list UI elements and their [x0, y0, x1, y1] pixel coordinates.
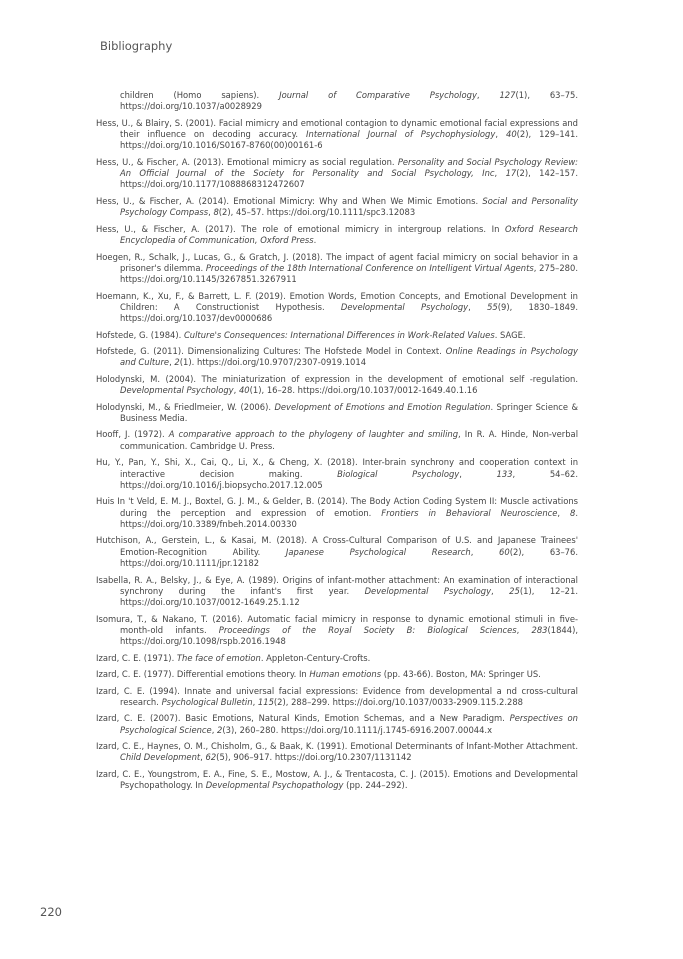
- reference-text: Izard, C. E. (1977). Differential emotions theory. In: [96, 669, 310, 680]
- reference-italic-text: Personality and Social Psychology Review: An Official Journal of the Society for Personality and Social Psychology, Inc: [120, 156, 578, 179]
- reference-text: (2), 129–141. https://doi.org/10.1016/S0167-8760(00)00161-6: [120, 129, 578, 151]
- reference-text: ,: [494, 168, 506, 179]
- reference-text: Hess, U., & Blairy, S. (2001). Facial mimicry and emotional contagion to dynamic emotional facial expressions and their influence on decoding accuracy.: [96, 117, 578, 140]
- reference-text: (5), 906–917. https://doi.org/10.2307/1131142: [216, 752, 412, 763]
- reference-text: Huis In 't Veld, E. M. J., Boxtel, G. J. M., & Gelder, B. (2014). The Body Action Coding System II: Muscle activations during the perception and expression of emotion.: [96, 496, 578, 518]
- reference-entry: [96, 224, 578, 247]
- reference-italic-text: Biological Psychology: [337, 468, 460, 479]
- reference-entry: [96, 535, 578, 569]
- reference-italic-text: 60: [499, 546, 510, 557]
- reference-text: (1), 16–28. https://doi.org/10.1037/0012-1649.40.1.16: [249, 385, 478, 396]
- reference-entry: [96, 196, 578, 219]
- reference-text: (1844), https://doi.org/10.1098/rspb.2016.1948: [120, 624, 578, 647]
- reference-entry: [96, 653, 578, 664]
- reference-entry: [96, 374, 578, 397]
- reference-italic-text: 133: [496, 468, 513, 479]
- running-head: Bibliography: [100, 39, 173, 53]
- reference-text: Izard, C. E. (1971).: [96, 652, 177, 663]
- reference-italic-text: 283: [531, 624, 548, 635]
- reference-entry: [96, 669, 578, 680]
- reference-text: ,: [495, 129, 506, 140]
- reference-text: .: [313, 235, 317, 246]
- reference-italic-text: Developmental Psychology: [120, 385, 234, 396]
- reference-list: [96, 90, 578, 797]
- reference-entry: [96, 429, 578, 452]
- reference-text: (pp. 43-66). Boston, MA: Springer US.: [381, 669, 541, 680]
- reference-text: (2), 288–299. https://doi.org/10.1037/0033-2909.115.2.288: [273, 696, 523, 707]
- reference-italic-text: 62: [205, 752, 217, 763]
- reference-text: (9), 1830–1849. https://doi.org/10.1037/dev0000686: [120, 301, 578, 324]
- reference-text: , 54–62. https://doi.org/10.1016/j.biopsycho.2017.12.005: [120, 468, 578, 490]
- reference-text: Hutchison, A., Gerstein, L., & Kasai, M. (2018). A Cross-Cultural Comparison of U.S. and Japanese Trainees' Emotion-Recognition Ability.: [96, 535, 578, 557]
- reference-entry: [96, 157, 578, 191]
- reference-entry: [96, 713, 578, 736]
- reference-entry: [96, 769, 578, 792]
- reference-text: ,: [459, 468, 497, 479]
- reference-italic-text: 25: [509, 585, 520, 596]
- reference-text: Hooff, J. (1972).: [96, 429, 169, 440]
- reference-italic-text: Development of Emotions and Emotion Regulation: [274, 401, 491, 412]
- reference-text: Isabella, R. A., Belsky, J., & Eye, A. (1989). Origins of infant-mother attachment: An examination of interactional synchrony during the infant's first year.: [96, 574, 578, 596]
- reference-text: ,: [468, 301, 488, 312]
- reference-italic-text: The face of emotion: [176, 652, 261, 663]
- reference-italic-text: International Journal of Psychophysiology: [306, 129, 496, 140]
- reference-italic-text: 127: [499, 90, 516, 100]
- reference-italic-text: Psychological Bulletin: [161, 696, 253, 707]
- reference-text: Hofstede, G. (1984).: [96, 329, 184, 340]
- reference-italic-text: Social and Personality Psychology Compass: [120, 195, 578, 218]
- reference-text: (1). https://doi.org/10.9707/2307-0919.1014: [179, 357, 367, 368]
- reference-text: Hofstede, G. (2011). Dimensionalizing Cultures: The Hofstede Model in Context.: [96, 346, 446, 357]
- reference-italic-text: A comparative approach to the phylogeny of laughter and smiling: [168, 429, 459, 440]
- reference-italic-text: Online Readings in Psychology and Culture: [120, 346, 579, 368]
- reference-text: ,: [252, 696, 258, 707]
- reference-text: ,: [476, 90, 500, 100]
- reference-italic-text: Culture's Consequences: International Differences in Work-Related Values: [183, 329, 495, 340]
- reference-text: . Springer Science & Business Media.: [120, 401, 578, 423]
- reference-text: Izard, C. E. (1994). Innate and universal facial expressions: Evidence from developmental a nd cross-cultural research.: [96, 685, 578, 707]
- reference-italic-text: 40: [505, 129, 517, 140]
- reference-entry: [96, 291, 578, 325]
- reference-italic-text: Human emotions: [309, 669, 382, 680]
- reference-text: Izard, C. E., Haynes, O. M., Chisholm, G., & Baak, K. (1991). Emotional Determinants of Infant-Mother Attachment.: [96, 741, 578, 752]
- reference-entry: [96, 575, 578, 609]
- reference-text: ,: [200, 752, 206, 763]
- reference-italic-text: Japanese Psychological Research: [285, 546, 471, 557]
- reference-entry: [96, 614, 578, 648]
- reference-text: (2), 142–157. https://doi.org/10.1177/1088868312472607: [120, 168, 578, 190]
- reference-italic-text: Journal of Comparative Psychology: [279, 90, 477, 100]
- reference-entry-continued: [96, 90, 578, 113]
- reference-italic-text: 8: [569, 507, 576, 518]
- reference-text: Hess, U., & Fischer, A. (2014). Emotional Mimicry: Why and When We Mimic Emotions.: [96, 195, 483, 206]
- reference-italic-text: 115: [257, 696, 274, 707]
- reference-text: ,: [491, 585, 510, 596]
- reference-text: children (Homo sapiens).: [120, 90, 280, 100]
- page-number: 220: [40, 905, 62, 919]
- reference-text: Izard, C. E. (2007). Basic Emotions, Natural Kinds, Emotion Schemas, and a New Paradigm.: [96, 713, 510, 724]
- reference-italic-text: Child Development: [120, 752, 201, 763]
- reference-entry: [96, 457, 578, 491]
- reference-text: ,: [169, 357, 175, 368]
- reference-text: ,: [233, 385, 239, 396]
- reference-italic-text: Developmental Psychology: [340, 301, 469, 312]
- reference-italic-text: Oxford Research Encyclopedia of Communication, Oxford Press: [120, 223, 578, 246]
- reference-entry: [96, 118, 578, 152]
- reference-text: Holodynski, M. (2004). The miniaturization of expression in the development of emotional self -regulation.: [96, 373, 578, 384]
- reference-italic-text: 17: [505, 168, 517, 179]
- reference-text: (2), 45–57. https://doi.org/10.1111/spc3.12083: [218, 207, 416, 218]
- reference-italic-text: Frontiers in Behavioral Neuroscience: [381, 507, 558, 518]
- reference-entry: [96, 346, 578, 369]
- reference-entry: [96, 402, 578, 425]
- reference-text: Izard, C. E., Youngstrom, E. A., Fine, S. E., Mostow, A. J., & Trentacosta, C. J. (2015). Emotions and Developmental Psychopathology. In: [96, 768, 578, 791]
- reference-text: Hu, Y., Pan, Y., Shi, X., Cai, Q., Li, X., & Cheng, X. (2018). Inter-brain synchrony and cooperation context in interactive decision making.: [96, 457, 578, 479]
- reference-text: . https://doi.org/10.3389/fnbeh.2014.00330: [120, 507, 578, 529]
- reference-text: Hoegen, R., Schalk, J., Lucas, G., & Gratch, J. (2018). The impact of agent facial mimicry on social behavior in a prisoner's dilemma.: [96, 251, 578, 273]
- reference-text: ,: [208, 207, 214, 218]
- reference-italic-text: 2: [217, 724, 223, 735]
- reference-text: , In R. A. Hinde, Non-verbal communication. Cambridge U. Press.: [120, 429, 579, 451]
- reference-text: Hess, U., & Fischer, A. (2017). The role of emotional mimicry in intergroup relations. In: [96, 223, 506, 234]
- reference-text: , 275–280. https://doi.org/10.1145/3267851.3267911: [120, 262, 578, 285]
- reference-entry: [96, 496, 578, 530]
- reference-entry: [96, 252, 578, 286]
- reference-text: Hess, U., & Fischer, A. (2013). Emotional mimicry as social regulation.: [96, 156, 398, 167]
- reference-entry: [96, 741, 578, 764]
- reference-italic-text: 40: [238, 385, 250, 396]
- reference-text: ,: [211, 724, 218, 735]
- reference-text: Isomura, T., & Nakano, T. (2016). Automatic facial mimicry in response to dynamic emotional stimuli in five-month-old infants.: [96, 613, 578, 635]
- reference-italic-text: Developmental Psychopathology: [205, 780, 344, 791]
- reference-italic-text: 55: [487, 301, 498, 312]
- reference-italic-text: 2: [174, 357, 180, 368]
- reference-text: (1), 12–21. https://doi.org/10.1037/0012-1649.25.1.12: [120, 585, 578, 608]
- reference-italic-text: Proceedings of the Royal Society B: Biological Sciences: [218, 624, 517, 635]
- reference-italic-text: 8: [213, 207, 219, 218]
- reference-entry: [96, 330, 578, 341]
- reference-text: ,: [516, 624, 532, 635]
- reference-text: Holodynski, M., & Friedlmeier, W. (2006).: [96, 401, 275, 412]
- reference-text: (2), 63–76. https://doi.org/10.1111/jpr.12182: [120, 546, 578, 569]
- reference-entry: [96, 686, 578, 709]
- reference-text: ,: [470, 546, 500, 557]
- reference-text: (1), 63–75. https://doi.org/10.1037/a0028929: [120, 90, 579, 112]
- reference-text: (3), 260–280. https://doi.org/10.1111/j.1745-6916.2007.00044.x: [222, 724, 493, 735]
- reference-italic-text: Perspectives on Psychological Science: [120, 713, 578, 735]
- reference-text: . SAGE.: [494, 329, 526, 340]
- reference-text: Hoemann, K., Xu, F., & Barrett, L. F. (2019). Emotion Words, Emotion Concepts, and Emotional Development in Children: A Constructionist Hypothesis.: [96, 290, 578, 312]
- reference-text: . Appleton-Century-Crofts.: [260, 652, 371, 663]
- reference-italic-text: Developmental Psychology: [364, 585, 492, 596]
- reference-text: ,: [557, 507, 570, 518]
- reference-italic-text: Proceedings of the 18th International Conference on Intelligent Virtual Agents: [205, 262, 534, 273]
- reference-text: (pp. 244–292).: [343, 780, 408, 791]
